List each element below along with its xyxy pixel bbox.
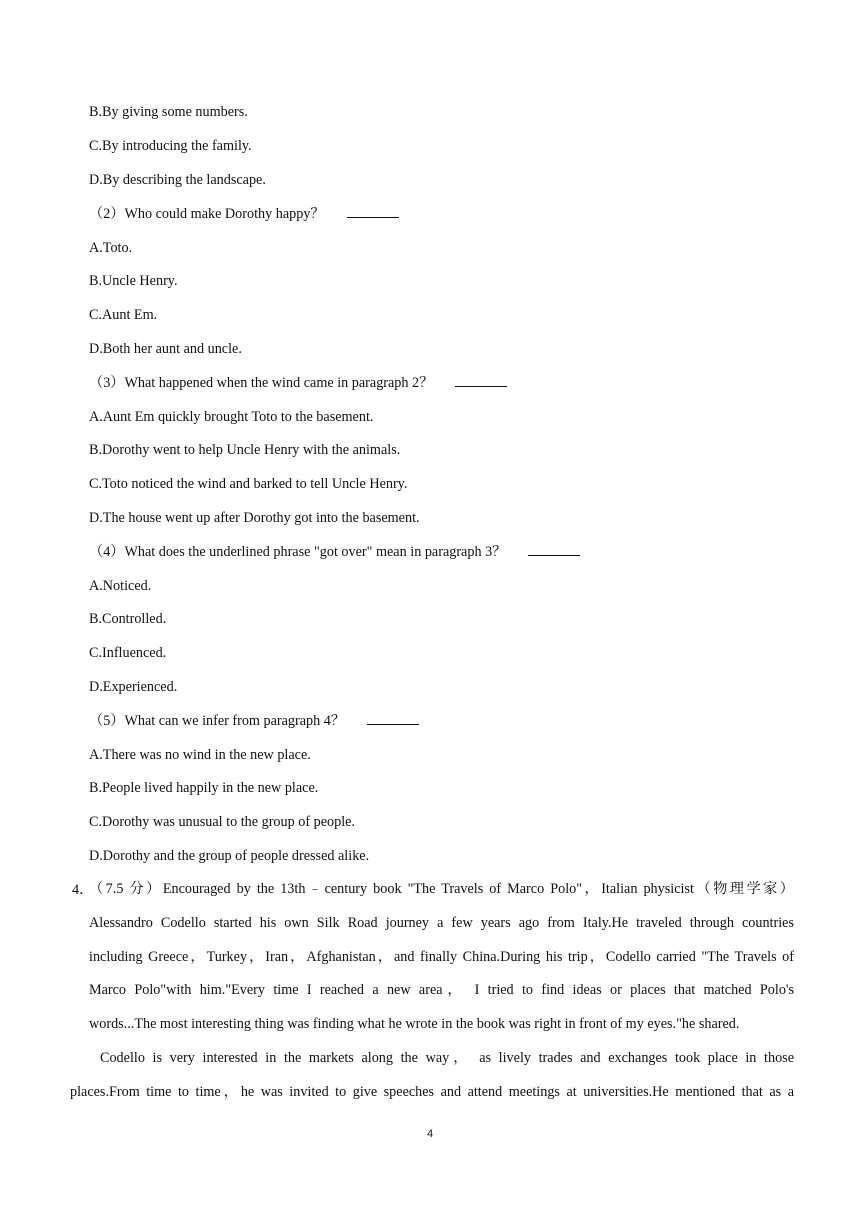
passage-paragraph-1 xyxy=(89,873,794,1042)
option-b-q3: B.Dorothy went to help Uncle Henry with the animals. xyxy=(89,442,401,458)
option-b-q5: B.People lived happily in the new place. xyxy=(89,780,319,796)
answer-blank xyxy=(528,543,580,556)
option-b-q2: B.Uncle Henry. xyxy=(89,273,178,289)
option-d-q2: D.Both her aunt and uncle. xyxy=(89,341,242,357)
question-4-text: （4）What does the underlined phrase "got over" mean in paragraph 3？ xyxy=(89,544,507,560)
option-a-q5: A.There was no wind in the new place. xyxy=(89,747,311,763)
option-a-q2: A.Toto. xyxy=(89,240,133,256)
option-d-q5: D.Dorothy and the group of people dressed alike. xyxy=(89,848,370,864)
question-3 xyxy=(89,373,507,393)
option-c-q5: C.Dorothy was unusual to the group of people. xyxy=(89,814,355,830)
option-b-q1: B.By giving some numbers. xyxy=(89,104,248,120)
question-score: （7.5 分） xyxy=(89,881,163,897)
passage-paragraph-2 xyxy=(70,1042,794,1110)
option-d-q1: D.By describing the landscape. xyxy=(89,172,266,188)
answer-blank xyxy=(455,374,507,387)
option-d-q4: D.Experienced. xyxy=(89,679,178,695)
page-number: 4 xyxy=(426,1128,434,1140)
option-c-q4: C.Influenced. xyxy=(89,645,167,661)
option-d-q3: D.The house went up after Dorothy got into the basement. xyxy=(89,510,420,526)
question-5-text: （5）What can we infer from paragraph 4？ xyxy=(89,713,346,729)
question-number: 4． xyxy=(72,882,94,898)
paragraph-line: places.From time to time，he was invited to give speeches and attend meetings at universities.He mentioned that as a xyxy=(70,1083,794,1100)
paragraph-line: words...The most interesting thing was finding what he wrote in the book was right in front of my eyes."he shared. xyxy=(89,1016,740,1033)
option-c-q2: C.Aunt Em. xyxy=(89,307,158,323)
answer-blank xyxy=(367,712,419,725)
option-a-q4: A.Noticed. xyxy=(89,578,152,594)
answer-blank xyxy=(347,205,399,218)
option-b-q4: B.Controlled. xyxy=(89,611,167,627)
paragraph-line: Alessandro Codello started his own Silk Road journey a few years ago from Italy.He traveled through countries xyxy=(89,914,794,931)
option-c-q1: C.By introducing the family. xyxy=(89,138,252,154)
paragraph-line xyxy=(89,873,794,907)
question-4 xyxy=(89,542,580,562)
question-3-text: （3）What happened when the wind came in paragraph 2？ xyxy=(89,375,434,391)
option-a-q3: A.Aunt Em quickly brought Toto to the basement. xyxy=(89,409,374,425)
paragraph-line: Codello is very interested in the markets along the way， as lively trades and exchanges took place in those xyxy=(100,1050,794,1066)
option-c-q3: C.Toto noticed the wind and barked to tell Uncle Henry. xyxy=(89,476,408,492)
question-5 xyxy=(89,711,419,731)
paragraph-line: including Greece，Turkey，Iran，Afghanistan，and finally China.During his trip，Codello carried "The Travels of xyxy=(89,948,794,965)
question-2 xyxy=(89,204,399,224)
question-2-text: （2）Who could make Dorothy happy？ xyxy=(89,206,325,222)
paragraph-line-text: Encouraged by the 13th﹣century book "The Travels of Marco Polo"，Italian physicist（物理学家） xyxy=(162,881,794,897)
paragraph-line: Marco Polo"with him."Every time I reached a new area， I tried to find ideas or places that matched Polo's xyxy=(89,982,794,999)
